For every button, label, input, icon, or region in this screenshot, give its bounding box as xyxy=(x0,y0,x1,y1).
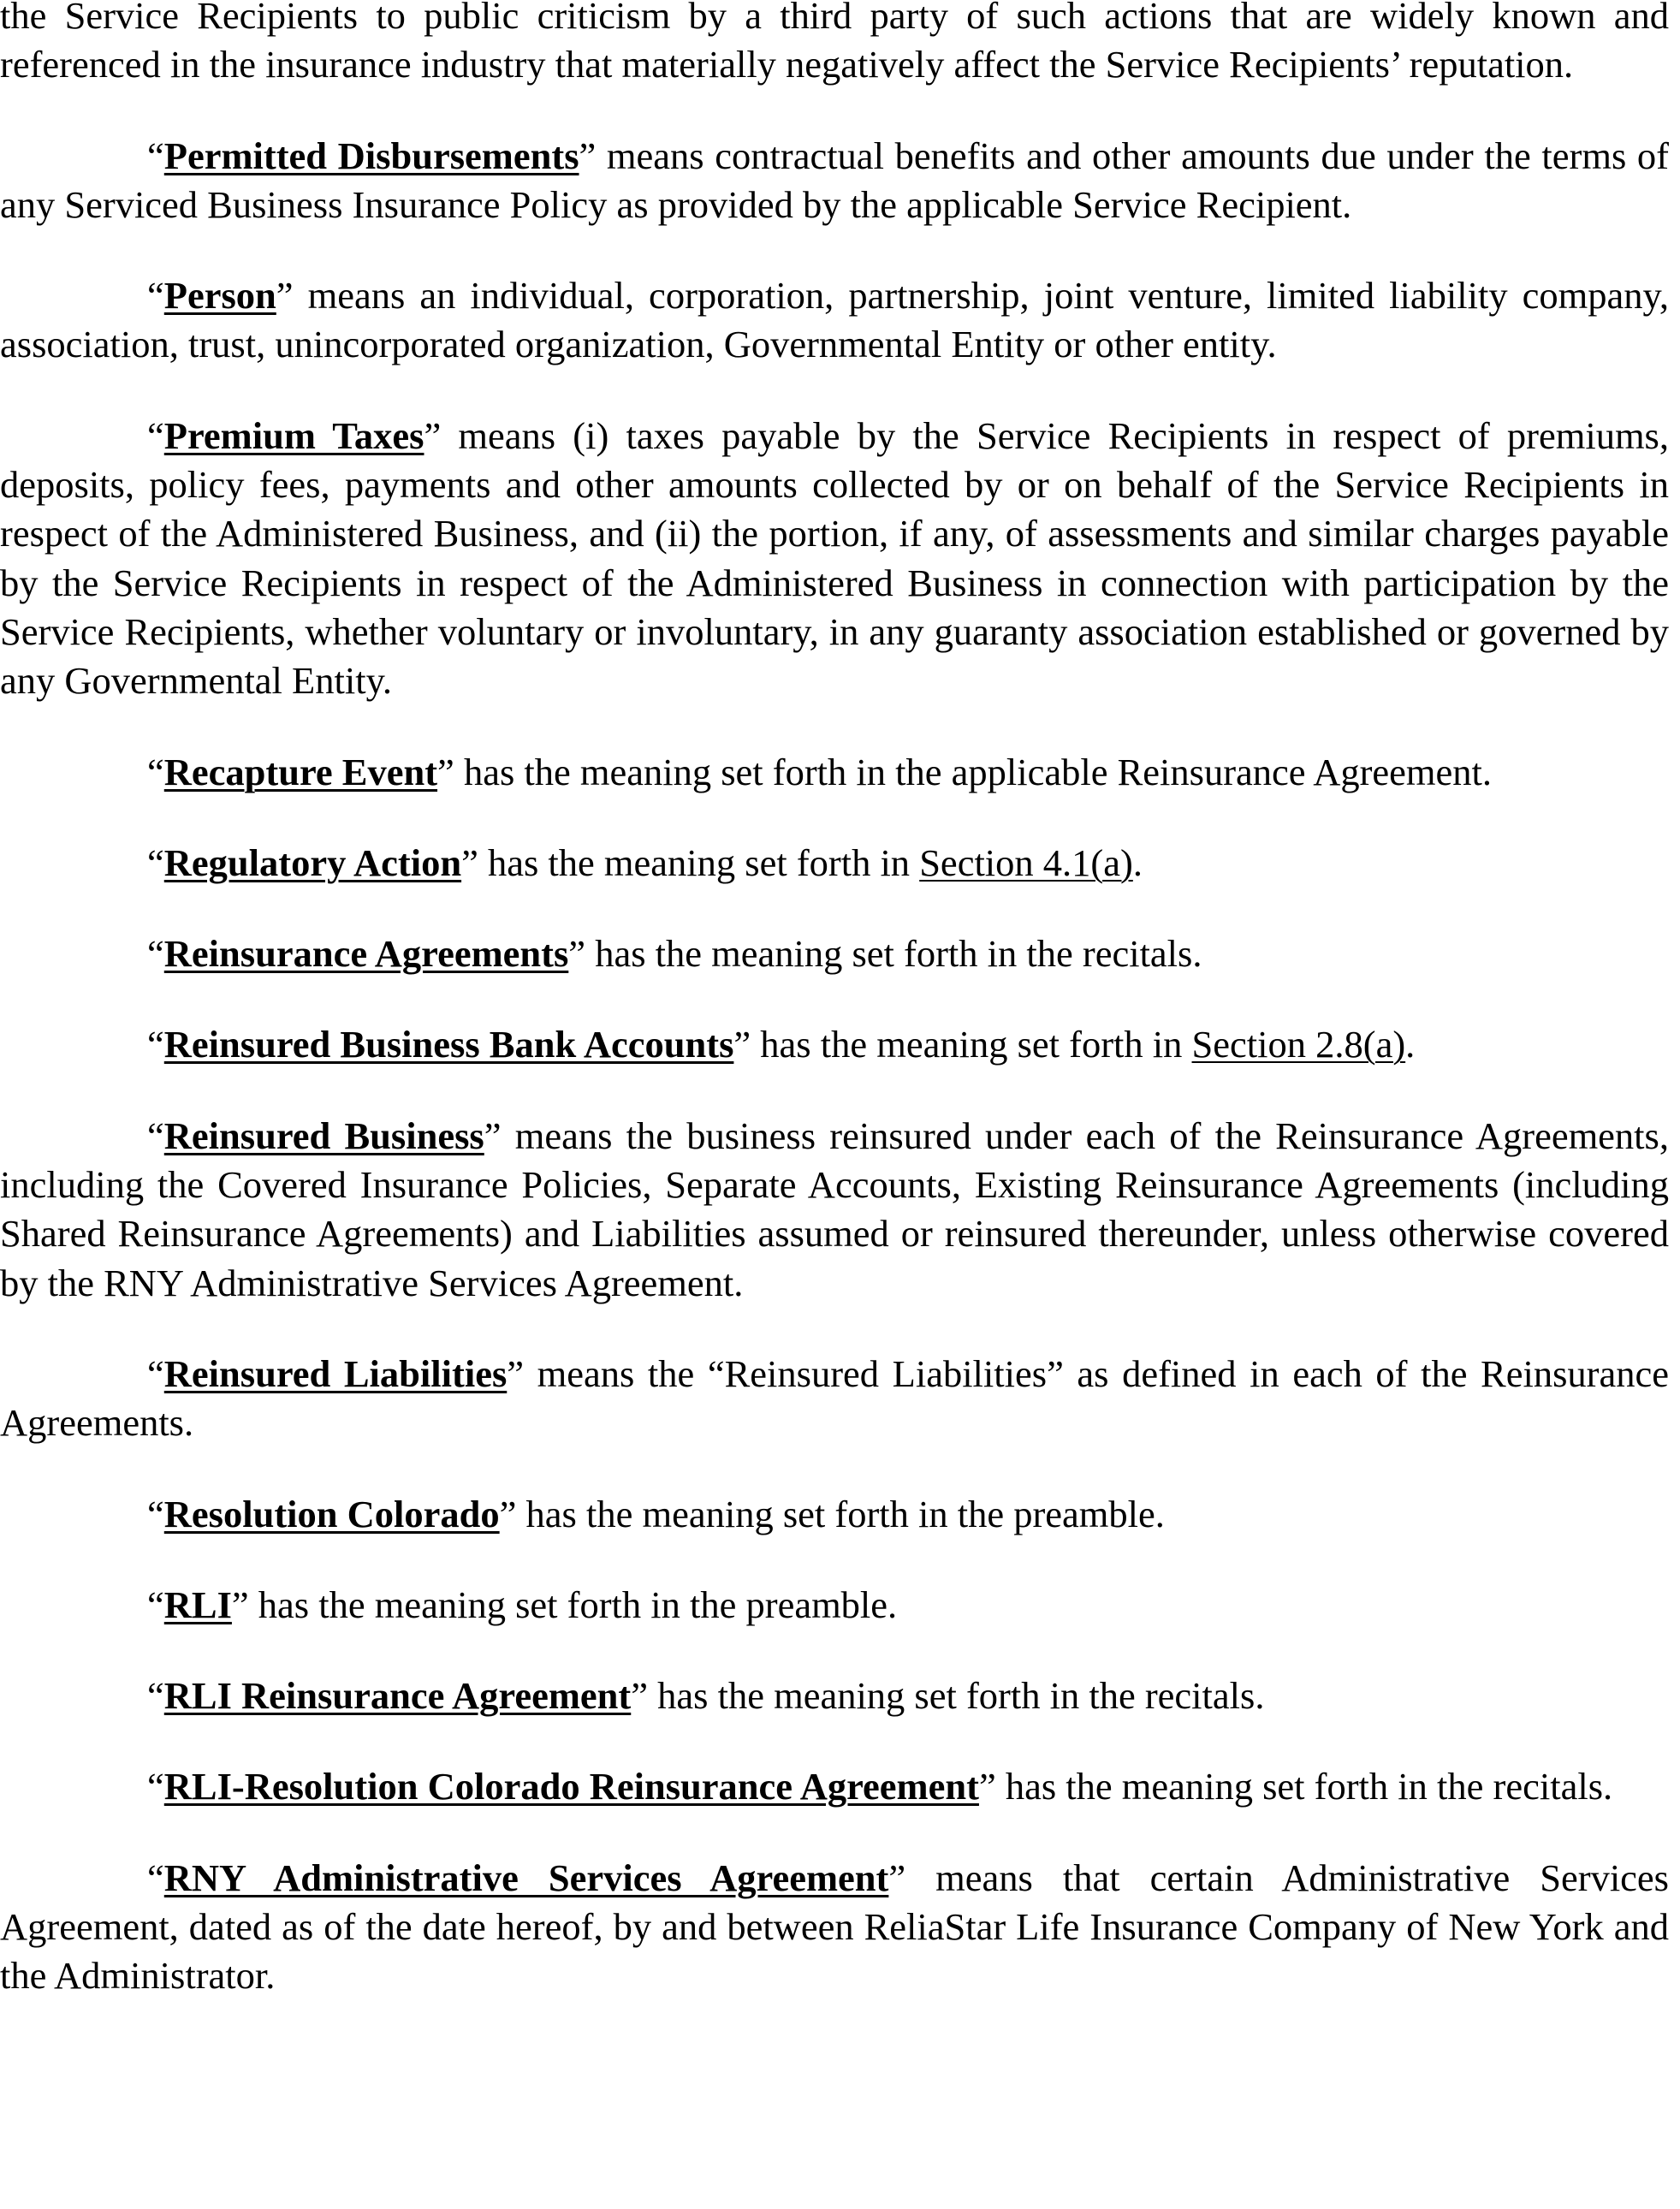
defined-term: Recapture Event xyxy=(163,750,438,793)
definition-paragraph: “Reinsurance Agreements” has the meaning set forth in the recitals. xyxy=(147,932,1202,976)
defined-term: RNY Administrative Services Agreement xyxy=(163,1856,889,1899)
definition-text: means (i) taxes payable by the Service Recipients in respect of premiums, deposits, policy fees, payments and other amounts collected by or on behalf of the Service Recipients in respect of the Administered Business, and (ii) the portion, if any, of assessments and similar charges payable by the Service Recipients in respect of the Administered Business in connection with participation by the Service Recipients, whether voluntary or involuntary, in any guaranty association established or governed by any Governmental Entity. xyxy=(0,413,1670,703)
definition-paragraph: “Reinsured Liabilities” means the “Reinsured Liabilities” as defined in each of the Reinsurance Agreements. xyxy=(0,1351,1669,1445)
definition-paragraph: “Person” means an individual, corporation, partnership, joint venture, limited liability company, association, trust, unincorporated organization, Governmental Entity or other entity. xyxy=(0,274,1669,366)
defined-term: Reinsured Liabilities xyxy=(163,1351,508,1395)
definition-paragraph: “Recapture Event” has the meaning set forth in the applicable Reinsurance Agreement. xyxy=(147,750,1493,793)
definition-text: . xyxy=(1405,1023,1416,1066)
definition-paragraph: “Permitted Disbursements” means contractual benefits and other amounts due under the terms of any Serviced Business Insurance Policy as provided by the applicable Service Recipient. xyxy=(0,134,1669,226)
definition-text: has the meaning set forth in the recitals. xyxy=(648,1674,1265,1718)
section-reference: Section 4.1(a) xyxy=(919,840,1133,884)
defined-term: Person xyxy=(163,274,276,318)
definition-paragraph: “Reinsured Business” means the business reinsured under each of the Reinsurance Agreements, including the Covered Insurance Policies, Separate Accounts, Existing Reinsurance Agreements (including Shared Reinsurance Agreements) and Liabilities assumed or reinsured thereunder, unless otherwise covered by the RNY Administrative Services Agreement. xyxy=(0,1113,1669,1304)
defined-term: RLI-Resolution Colorado Reinsurance Agreement xyxy=(163,1765,979,1808)
defined-term: RLI Reinsurance Agreement xyxy=(163,1674,632,1718)
defined-term: Reinsured Business xyxy=(163,1113,484,1157)
definition-paragraph: “Regulatory Action” has the meaning set forth in Section 4.1(a). xyxy=(147,840,1143,884)
section-reference: Section 2.8(a) xyxy=(1191,1023,1406,1066)
defined-term: Reinsurance Agreements xyxy=(163,932,569,976)
defined-term: Permitted Disbursements xyxy=(163,134,579,177)
defined-term: Resolution Colorado xyxy=(163,1492,500,1535)
definitions-list xyxy=(0,132,1669,2001)
defined-term: Premium Taxes xyxy=(163,413,424,457)
definition-paragraph: “Reinsured Business Bank Accounts” has the meaning set forth in Section 2.8(a). xyxy=(147,1023,1416,1066)
definition-paragraph: “RLI” has the meaning set forth in the preamble. xyxy=(147,1583,898,1626)
definition-text: has the meaning set forth in the preamble. xyxy=(516,1492,1165,1535)
definition-paragraph: “RLI Reinsurance Agreement” has the meaning set forth in the recitals. xyxy=(147,1674,1265,1718)
definition-text: has the meaning set forth in the recitals. xyxy=(995,1765,1613,1808)
defined-term: Regulatory Action xyxy=(163,840,462,884)
definition-text: has the meaning set forth in the recitals. xyxy=(585,932,1202,976)
definition-text: means an individual, corporation, partnership, joint venture, limited liability company, association, trust, unincorporated organization, Governmental Entity or other entity. xyxy=(0,274,1669,366)
definition-paragraph: “RLI-Resolution Colorado Reinsurance Agreement” has the meaning set forth in the recitals. xyxy=(147,1765,1613,1808)
continuation-paragraph: the Service Recipients to public criticism by a third party of such actions that are widely known and referenced in the insurance industry that materially negatively affect the Service Recipients’ reputation. xyxy=(0,0,1669,86)
definition-text: has the meaning set forth in the applicable Reinsurance Agreement. xyxy=(454,750,1493,793)
definition-text: . xyxy=(1132,840,1143,884)
defined-term: Reinsured Business Bank Accounts xyxy=(163,1023,734,1066)
defined-term: RLI xyxy=(163,1583,232,1626)
definition-paragraph: “Premium Taxes” means (i) taxes payable by the Service Recipients in respect of premiums, deposits, policy fees, payments and other amounts collected by or on behalf of the Service Recipients in respect of the Administered Business, and (ii) the portion, if any, of assessments and similar charges payable by the Service Recipients in respect of the Administered Business in connection with participation by the Service Recipients, whether voluntary or involuntary, in any guaranty association established or governed by any Governmental Entity. xyxy=(0,413,1670,703)
definition-text: has the meaning set forth in xyxy=(751,1023,1192,1066)
definition-text: has the meaning set forth in xyxy=(478,840,920,884)
definition-text: means that certain Administrative Services Agreement, dated as of the date hereof, by and between ReliaStar Life Insurance Company of New York and the Administrator. xyxy=(0,1856,1670,1998)
definition-text: means the business reinsured under each of the Reinsurance Agreements, including the Covered Insurance Policies, Separate Accounts, Existing Reinsurance Agreements (including Shared Reinsurance Agreements) and Liabilities assumed or reinsured thereunder, unless otherwise covered by the RNY Administrative Services Agreement. xyxy=(0,1113,1669,1304)
definition-text: means the “Reinsured Liabilities” as defined in each of the Reinsurance Agreements. xyxy=(0,1351,1669,1445)
definition-text: has the meaning set forth in the preamble. xyxy=(248,1583,898,1626)
definition-text: means contractual benefits and other amounts due under the terms of any Serviced Business Insurance Policy as provided by the applicable Service Recipient. xyxy=(0,134,1669,226)
definition-paragraph: “RNY Administrative Services Agreement” means that certain Administrative Services Agreement, dated as of the date hereof, by and between ReliaStar Life Insurance Company of New York and the Administrator. xyxy=(0,1856,1670,1998)
definition-paragraph: “Resolution Colorado” has the meaning set forth in the preamble. xyxy=(147,1492,1165,1535)
